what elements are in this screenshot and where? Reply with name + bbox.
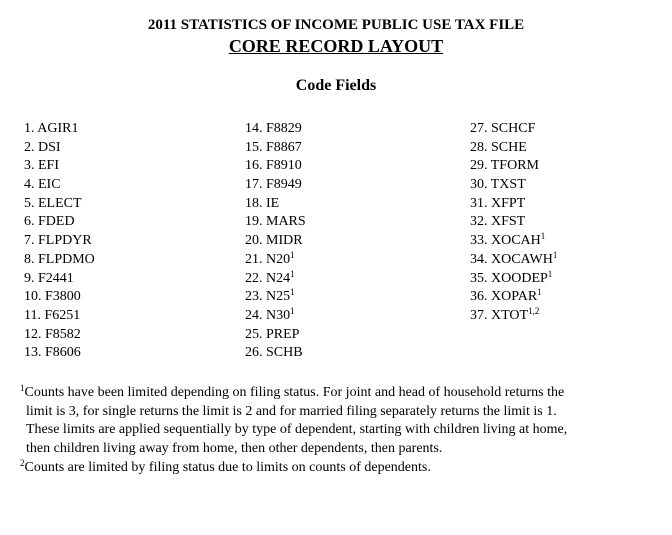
- footnote-1-marker: 1: [20, 383, 25, 393]
- footnote-1-line-1: [20, 384, 660, 403]
- code-field-label: 8. FLPDMO: [24, 251, 95, 267]
- footnote-1-line-2: limit is 3, for single returns the limit is 2 and for married filing separately returns the limit is 1.: [26, 403, 557, 419]
- code-field-column-2: [245, 120, 306, 363]
- code-field-item: [470, 270, 557, 289]
- code-field-item: [245, 232, 306, 251]
- code-field-item: [245, 288, 306, 307]
- footnote-reference: 1: [290, 249, 295, 260]
- footnote-reference: 1: [290, 305, 295, 316]
- code-field-label: 18. IE: [245, 195, 280, 211]
- footnote-2-marker: 2: [20, 457, 25, 468]
- code-field-label: 17. F8949: [245, 177, 302, 193]
- footnote-reference: 1: [537, 287, 542, 298]
- footnotes: [20, 384, 660, 478]
- code-field-label: 12. F8582: [24, 326, 81, 342]
- code-field-item: [245, 344, 306, 363]
- code-field-item: [470, 213, 557, 232]
- footnote-1-line-3: These limits are applied sequentially by type of dependent, starting with children living at home,: [26, 422, 568, 438]
- code-field-item: [245, 213, 306, 232]
- footnote-reference: 1: [552, 249, 558, 260]
- code-field-label: 21. N20: [245, 251, 291, 267]
- footnote-1-text: Counts have been limited depending on filing status. For joint and head of household returns the: [24, 385, 565, 400]
- code-field-item: [245, 176, 306, 195]
- subtitle-text: CORE RECORD LAYOUT: [228, 36, 444, 56]
- code-field-label: 10. F3800: [24, 289, 81, 305]
- footnote-1-line-4: then children living away from home, then other dependents, then parents.: [26, 441, 443, 457]
- code-field-label: 25. PREP: [245, 326, 300, 342]
- code-field-item: [245, 270, 306, 289]
- code-field-label: 30. TXST: [470, 177, 526, 193]
- code-field-label: 34. XOCAWH: [470, 251, 553, 267]
- code-field-item: [24, 270, 95, 289]
- section-heading: Code Fields: [295, 77, 377, 94]
- code-field-item: [470, 157, 557, 176]
- code-field-label: 14. F8829: [245, 121, 302, 136]
- footnote-reference: 1,2: [528, 305, 540, 316]
- code-field-item: [24, 157, 95, 176]
- code-field-item: [24, 213, 95, 232]
- code-field-item: [24, 176, 95, 195]
- code-field-label: 9. F2441: [24, 270, 74, 286]
- code-field-item: [470, 232, 557, 251]
- code-field-label: 19. MARS: [245, 214, 306, 230]
- code-field-label: 3. EFI: [24, 158, 59, 174]
- code-field-label: 35. XOODEP: [470, 270, 548, 286]
- code-field-item: [24, 344, 95, 363]
- code-field-item: [470, 139, 557, 158]
- code-field-item: [24, 195, 95, 214]
- code-field-item: [24, 326, 95, 345]
- code-field-label: 23. N25: [245, 289, 291, 305]
- code-field-item: [470, 307, 557, 326]
- code-field-item: [470, 251, 557, 270]
- code-field-item: [245, 251, 306, 270]
- code-field-item: [470, 288, 557, 307]
- code-field-item: [24, 232, 95, 251]
- footnote-2-line-1: [20, 459, 660, 478]
- code-field-label: 22. N24: [245, 270, 291, 286]
- code-field-column-3: [470, 120, 557, 326]
- code-field-item: [245, 120, 306, 139]
- code-field-label: 1. AGIR1: [24, 121, 79, 136]
- code-field-item: [245, 326, 306, 345]
- code-field-label: 24. N30: [245, 307, 291, 323]
- code-field-item: [24, 307, 95, 326]
- code-field-label: 33. XOCAH: [470, 233, 541, 249]
- code-field-label: 15. F8867: [245, 139, 302, 155]
- code-field-label: 26. SCHB: [245, 345, 303, 361]
- code-field-item: [24, 139, 95, 158]
- footnote-2-text: Counts are limited by filing status due to limits on counts of dependents.: [24, 459, 431, 475]
- code-field-label: 11. F6251: [24, 307, 81, 323]
- footnote-reference: 1: [290, 287, 295, 298]
- footnote-reference: 1: [290, 268, 295, 279]
- code-field-item: [24, 120, 95, 139]
- footnote-reference: 1: [547, 268, 553, 279]
- code-field-label: 7. FLPDYR: [24, 233, 92, 249]
- footnote-reference: 1: [540, 231, 546, 242]
- code-field-label: 28. SCHE: [470, 139, 527, 155]
- code-field-item: [245, 195, 306, 214]
- code-field-label: 5. ELECT: [24, 195, 82, 211]
- code-field-item: [470, 120, 557, 139]
- document-subtitle: [0, 35, 672, 57]
- code-field-label: 4. EIC: [24, 177, 61, 193]
- code-field-label: 2. DSI: [24, 139, 61, 155]
- code-field-label: 37. XTOT: [470, 307, 529, 323]
- code-field-label: 32. XFST: [470, 214, 526, 230]
- code-field-label: 29. TFORM: [470, 158, 539, 174]
- code-field-item: [245, 157, 306, 176]
- code-field-item: [245, 139, 306, 158]
- code-field-item: [24, 288, 95, 307]
- code-field-label: 6. FDED: [24, 214, 75, 230]
- code-field-label: 20. MIDR: [245, 233, 303, 249]
- code-field-item: [24, 251, 95, 270]
- code-field-label: 36. XOPAR: [470, 289, 538, 305]
- code-field-column-1: [24, 120, 95, 363]
- document-title: 2011 STATISTICS OF INCOME PUBLIC USE TAX FILE: [147, 17, 525, 33]
- code-field-label: 13. F8606: [24, 345, 81, 361]
- code-field-label: 16. F8910: [245, 158, 302, 174]
- code-field-label: 31. XFPT: [470, 195, 526, 211]
- code-field-item: [245, 307, 306, 326]
- code-field-item: [470, 176, 557, 195]
- code-field-item: [470, 195, 557, 214]
- code-field-label: 27. SCHCF: [470, 121, 536, 136]
